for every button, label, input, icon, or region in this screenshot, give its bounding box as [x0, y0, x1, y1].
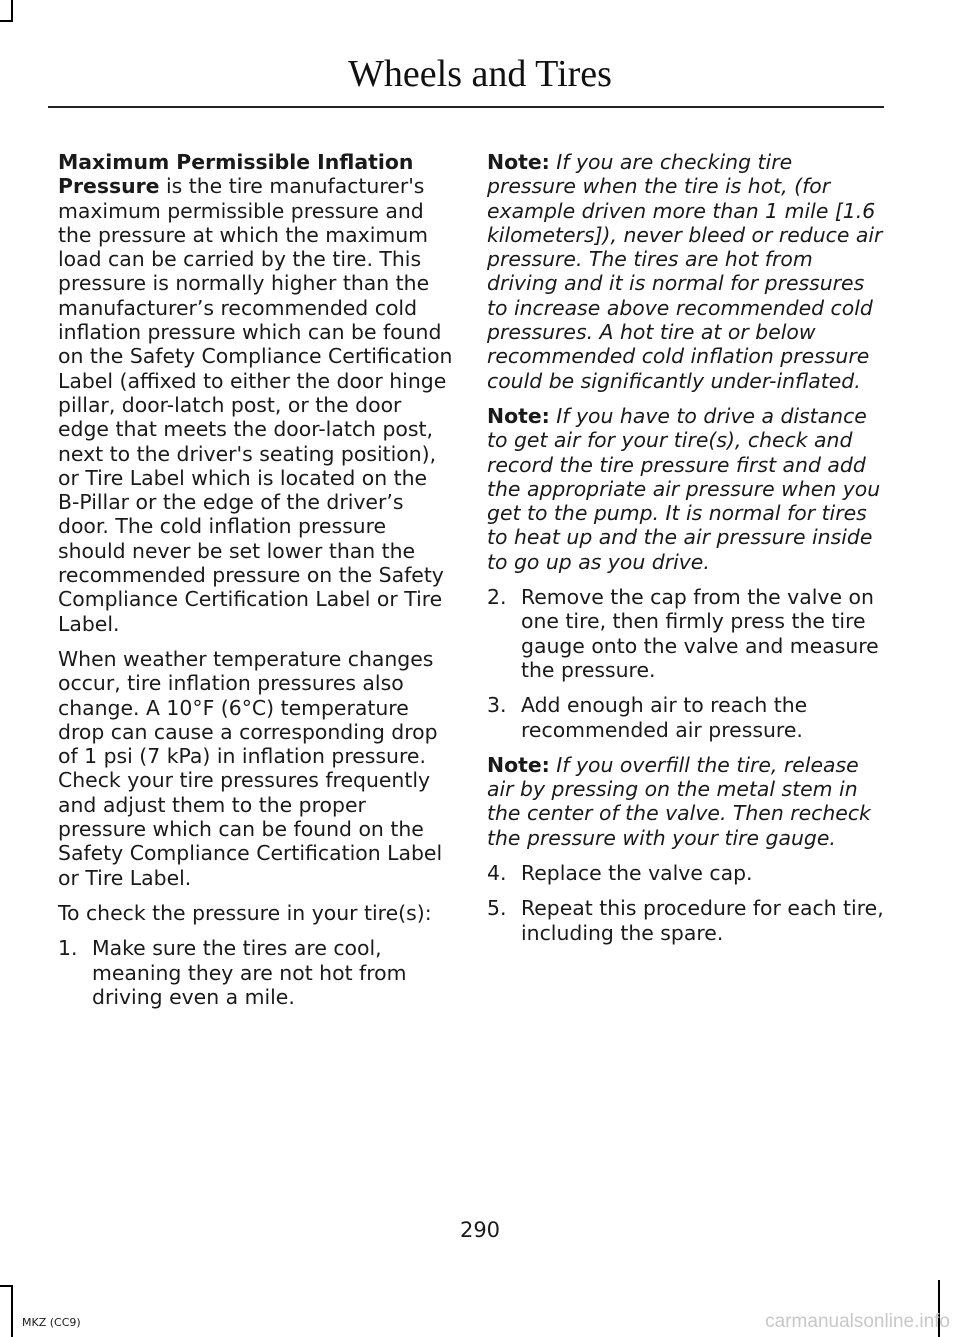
- model-code: MKZ (CC9): [22, 1316, 81, 1329]
- list-item: [487, 861, 887, 885]
- list-item: [487, 585, 887, 682]
- step-text: Remove the cap from the valve on one tire, then firmly press the tire gauge onto the valve and measure the pressure.: [521, 585, 879, 682]
- step-text: Repeat this procedure for each tire, including the spare.: [521, 896, 884, 945]
- step-number: 1.: [58, 936, 78, 961]
- list-item: [58, 936, 453, 1009]
- list-item: [487, 896, 887, 945]
- step-number: 2.: [487, 585, 507, 610]
- page-number: 290: [459, 1218, 501, 1242]
- steps-list: [58, 936, 453, 1009]
- crop-mark: [11, 0, 13, 20]
- max-pressure-paragraph: [58, 150, 453, 636]
- steps-list: [487, 861, 887, 945]
- term-definition: is the tire manufacturer's maximum permissible pressure and the pressure at which the maximum load can be carried by the tire. This pressure is normally higher than the manufacturer’s recommended cold inflation pressure which can be found on the Safety Compliance Certification Label (affixed to either the door hinge pillar, door-latch post, or the door edge that meets the door-latch post, next to the driver's seating position), or Tire Label which is located on the B-Pillar or the edge of the driver’s door. The cold inflation pressure should never be set lower than the recommended pressure on the Safety Compliance Certification Label or Tire Label.: [58, 174, 453, 636]
- step-text: Make sure the tires are cool, meaning they are not hot from driving even a mile.: [92, 936, 407, 1009]
- watermark: carmanualsonline.info: [765, 1311, 950, 1332]
- check-pressure-intro: To check the pressure in your tire(s):: [58, 900, 432, 925]
- crop-mark: [0, 20, 13, 22]
- note-overfill: [487, 753, 887, 850]
- note-text: If you are checking tire pressure when the tire is hot, (for example driven more than 1 mile [1.6 kilometers]), never bleed or reduce air pressure. The tires are hot from driving and it is normal for pressures to increase above recommended cold pressures. A hot tire at or below recommended cold inflation pressure could be significantly under-inflated.: [487, 150, 883, 393]
- note-text: If you have to drive a distance to get air for your tire(s), check and record the tire pressure first and add the appropriate air pressure when you get to the pump. It is normal for tires to heat up and the air pressure inside to go up as you drive.: [487, 403, 881, 574]
- note-label: Note:: [487, 150, 550, 174]
- note-label: Note:: [487, 403, 550, 428]
- crop-mark: [0, 1285, 13, 1287]
- right-column: [487, 150, 887, 956]
- term-heading: Maximum Permissible Inflation Pressure: [58, 150, 414, 199]
- note-hot-tire: [487, 150, 887, 393]
- left-column: [58, 150, 453, 1020]
- crop-mark: [11, 1285, 13, 1337]
- steps-list: [487, 585, 887, 742]
- page-title: Wheels and Tires: [348, 53, 612, 95]
- step-number: 4.: [487, 861, 507, 886]
- temperature-paragraph: When weather temperature changes occur, tire inflation pressures also change. A 10°F (6°C) temperature drop can cause a corresponding drop of 1 psi (7 kPa) in inflation pressure. Check your tire pressures frequently and adjust them to the proper pressure which can be found on the Safety Compliance Certification Label or Tire Label.: [58, 646, 443, 890]
- step-text: Add enough air to reach the recommended air pressure.: [521, 693, 808, 742]
- step-text: Replace the valve cap.: [521, 861, 753, 886]
- header-divider: [48, 106, 884, 108]
- note-label: Note:: [487, 752, 550, 777]
- note-drive-distance: [487, 404, 887, 574]
- step-number: 5.: [487, 896, 507, 921]
- note-text: If you overfill the tire, release air by pressing on the metal stem in the center of the valve. Then recheck the pressure with your tire gauge.: [487, 752, 871, 850]
- list-item: [487, 693, 887, 742]
- step-number: 3.: [487, 693, 507, 718]
